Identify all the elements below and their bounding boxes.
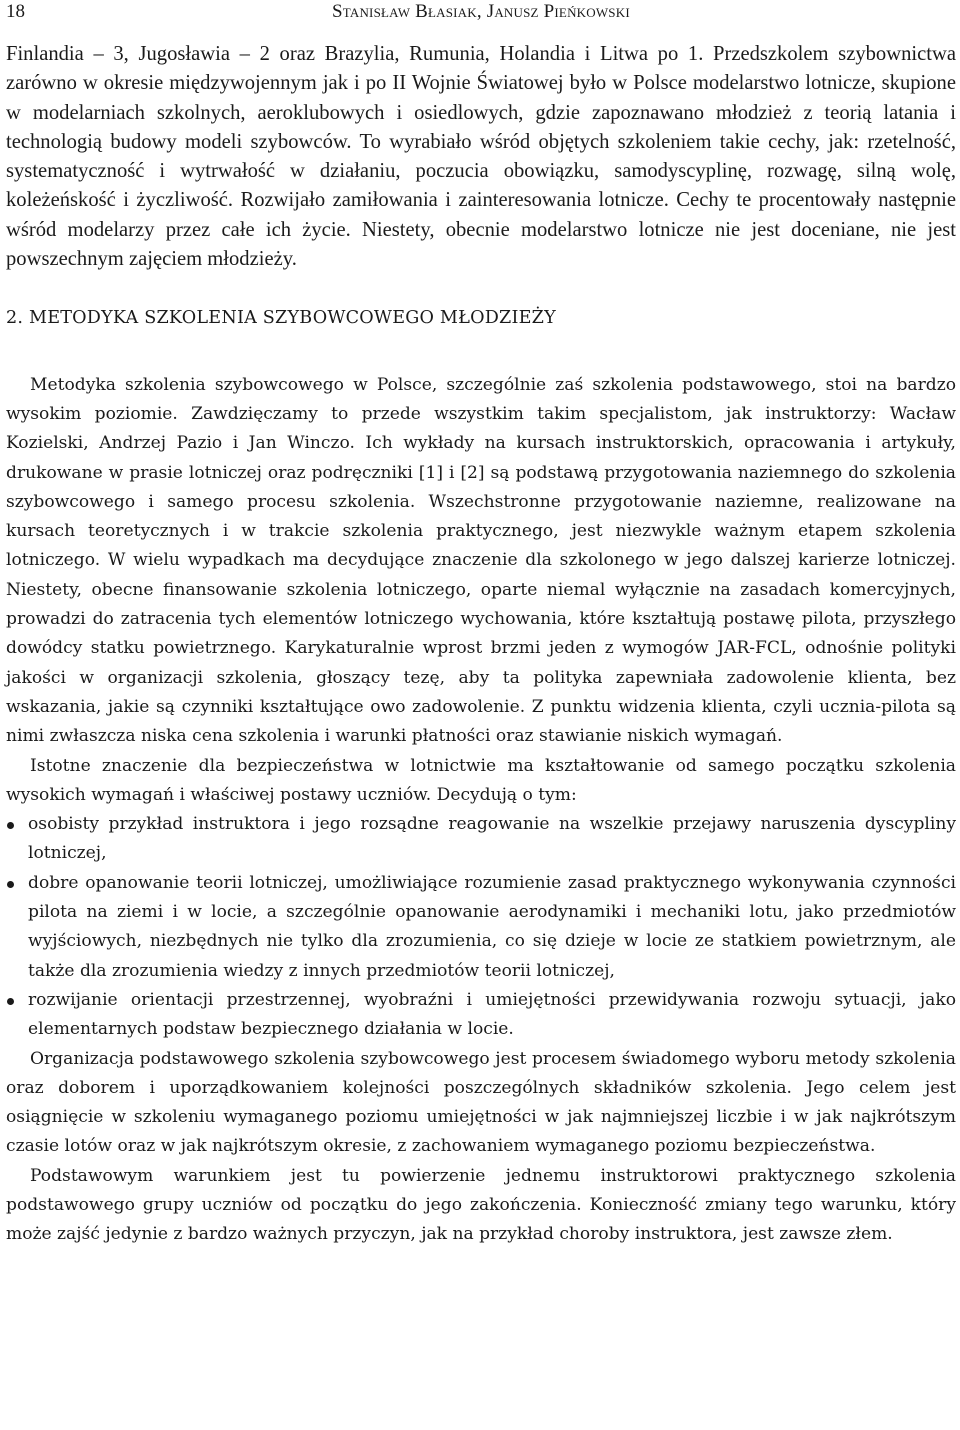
running-head-authors: Stanisław Błasiak, Janusz Pieńkowski — [332, 1, 630, 22]
bullet-icon — [7, 998, 14, 1005]
body-paragraph-1: Metodyka szkolenia szybowcowego w Polsce, szczególnie zaś szkolenia podstawowego, stoi na bardzo wysokim poziomie. Zawdzięczamy to przede wszystkim takim specjalistom, jak instruktorzy: Wacław Kozielski, Andrzej Pazio i Jan Winczo. Ich wykłady na kursach instruktorskich, opracowania i artykuły, drukowane w prasie lotniczej oraz podręczniki [1] i [2] są podstawą przygotowania naziemnego do szkolenia szybowcowego i samego procesu szkolenia. Wszechstronne przygotowanie naziemne, realizowane na kursach teoretycznych i w trakcie szkolenia praktycznego, jest niezwykle ważnym etapem szkolenia lotniczego. W wielu wypadkach ma decydujące znaczenie dla szkolonego w jego dalszej karierze lotniczej. Niestety, obecne finansowanie szkolenia lotniczego, oparte niemal wyłącznie na zasadach komercyjnych, prowadzi do zatracenia tych elementów lotniczego wychowania, które kształtują postawę pilota, przyszłego dowódcy statku powietrznego. Karykaturalnie wprost brzmi jeden z wymogów JAR-FCL, odnośnie polityki jakości w organizacji szkolenia, głoszący tezę, aby ta polityka zapewniała zadowolenie klienta, bez wskazania, jakie są czynniki kształtujące owo zadowolenie. Z punktu widzenia klienta, czyli ucznia-pilota są nimi zwłaszcza niska cena szkolenia i warunki płatności oraz stawianie niskich wymagań. — [6, 374, 956, 747]
body-paragraph-3: Organizacja podstawowego szkolenia szybowcowego jest procesem świadomego wyboru metody szkolenia oraz doborem i uporządkowaniem kolejności poszczególnych składników szkolenia. Jego celem jest osiągnięcie w szkoleniu wymaganego poziomu umiejętności w jak najmniejszej liczbie i w jak najkrótszym czasie lotów oraz w jak najkrótszym okresie, z zachowaniem wymaganego poziomu bezpieczeństwa. — [6, 1048, 956, 1157]
document-page — [6, 0, 956, 1250]
list-item — [6, 869, 956, 986]
intro-paragraph: Finlandia – 3, Jugosławia – 2 oraz Brazylia, Rumunia, Holandia i Litwa po 1. Przedszkolem szybownictwa zarówno w okresie międzywojennym jak i po II Wojnie Światowej było w Polsce modelarstwo lotnicze, skupione w modelarniach szkolnych, aeroklubowych i osiedlowych, gdzie zapoznawano młodzież z teorią latania i technologią budowy modeli szybowców. To wyrabiało wśród objętych szkoleniem takie cechy, jak: rzetelność, systematyczność i wytrwałość w działaniu, poczucia obowiązku, samodyscyplinę, rozwagę, silną wolę, koleżeńskość i życzliwość. Rozwijało zamiłowania i zainteresowania lotnicze. Cechy te procentowały następnie wśród modelarzy przez całe ich życie. Niestety, obecnie modelarstwo lotnicze nie jest doceniane, nie jest powszechnym zajęciem młodzieży. — [6, 43, 956, 271]
list-item — [6, 810, 956, 869]
running-header — [6, 0, 956, 40]
list-item-text: dobre opanowanie teorii lotniczej, umożliwiające rozumienie zasad praktycznego wykonywania czynności pilota na ziemi i w locie, a szczególnie opanowanie aerodynamiki i mechaniki lotu, jako przedmiotów wyjściowych, niezbędnych nie tylko dla zrozumienia, co się dzieje w locie ze statkiem powietrznym, ale także dla zrozumienia wiedzy z innych przedmiotów teorii lotniczej, — [28, 872, 956, 981]
list-item — [6, 986, 956, 1045]
body-paragraph-2: Istotne znaczenie dla bezpieczeństwa w lotnictwie ma kształtowanie od samego początku szkolenia wysokich wymagań i właściwej postawy uczniów. Decydują o tym: — [6, 755, 956, 805]
section-heading: 2. METODYKA SZKOLENIA SZYBOWCOWEGO MŁODZIEŻY — [6, 308, 556, 329]
bullet-icon — [7, 822, 14, 829]
bullet-list — [6, 810, 956, 1044]
page-number: 18 — [6, 1, 25, 22]
bullet-icon — [7, 881, 14, 888]
list-item-text: rozwijanie orientacji przestrzennej, wyobraźni i umiejętności przewidywania rozwoju sytuacji, jako elementarnych podstaw bezpiecznego działania w locie. — [28, 989, 956, 1040]
list-item-text: osobisty przykład instruktora i jego rozsądne reagowanie na wszelkie przejawy naruszenia dyscypliny lotniczej, — [28, 814, 956, 864]
body-paragraph-4: Podstawowym warunkiem jest tu powierzenie jednemu instruktorowi praktycznego szkolenia podstawowego grupy uczniów od początku do jego zakończenia. Konieczność zmiany tego warunku, który może zajść jedynie z bardzo ważnych przyczyn, jak na przykład choroby instruktora, jest zawsze złem. — [6, 1165, 956, 1245]
